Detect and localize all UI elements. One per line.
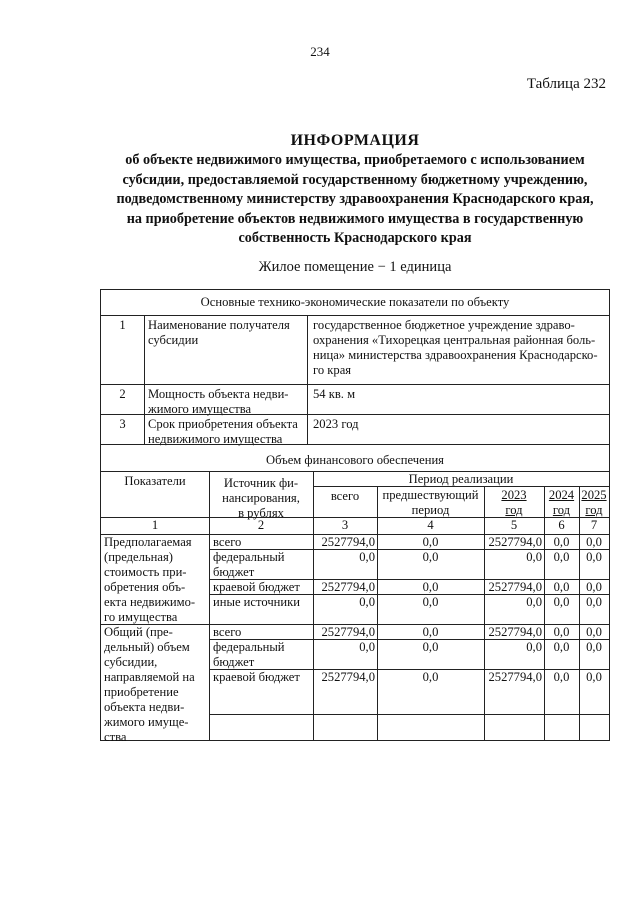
block-label-line: стоимость при- xyxy=(104,565,187,579)
tech-row-value-line: 2023 год xyxy=(313,417,359,431)
subtitle-line: подведомственному министерству здравоохранения Краснодарского края, xyxy=(116,191,594,207)
block-label-line: направляемой на xyxy=(104,670,195,684)
source-name xyxy=(213,535,313,550)
page-number: 234 xyxy=(310,44,330,59)
value-2024-line: 0,0 xyxy=(553,535,570,549)
table-label: Таблица 232 xyxy=(526,76,606,92)
tech-row-label-line: Мощность объекта недви- xyxy=(148,387,289,401)
value-2025-line: 0,0 xyxy=(586,550,602,564)
source-name-line: краевой бюджет xyxy=(213,580,300,594)
col-number xyxy=(544,518,579,533)
source-name xyxy=(213,670,313,685)
col-header-period-line: Период реализации xyxy=(408,472,514,486)
tech-row-label xyxy=(148,417,304,447)
tech-row-value-line: ница» министерства здравоохранения Краснодарско- xyxy=(313,348,598,362)
value-2023-line: 0,0 xyxy=(526,550,542,564)
col-number xyxy=(484,518,544,533)
source-name-line: бюджет xyxy=(213,565,255,579)
tech-row-value-line: охранения «Тихорецкая центральная районная боль- xyxy=(313,333,596,347)
col-header-source-line: в рублях xyxy=(238,506,284,520)
source-name-line: всего xyxy=(213,535,242,549)
block-label-line: обретения объ- xyxy=(104,580,186,594)
value-2023 xyxy=(485,580,542,595)
tech-row-value xyxy=(313,417,607,432)
table-rule xyxy=(544,486,545,740)
col-header-2023-line: год xyxy=(505,503,523,517)
block-label-line: го имущества xyxy=(104,610,178,624)
value-2025-line: 0,0 xyxy=(586,595,602,609)
source-name-line: бюджет xyxy=(213,655,255,669)
source-name xyxy=(213,550,313,580)
col-header-2025 xyxy=(579,488,609,518)
block-label-line: дельный) объем xyxy=(104,640,190,654)
value-previous xyxy=(377,670,484,685)
col-number xyxy=(101,518,209,533)
col-header-2024-line: год xyxy=(552,503,571,517)
block-label-line: ства xyxy=(104,730,127,744)
value-2024-line: 0,0 xyxy=(553,640,570,654)
value-2023-line: 2527794,0 xyxy=(488,670,542,684)
table-rule xyxy=(101,315,609,316)
value-2025 xyxy=(579,625,609,640)
block-label-line: субсидии, xyxy=(104,655,158,669)
document-title: ИНФОРМАЦИЯ xyxy=(290,132,420,149)
source-name xyxy=(213,625,313,640)
value-2023-line: 2527794,0 xyxy=(488,580,542,594)
block-label xyxy=(104,535,208,625)
tech-row-label-line: недвижимого имущества xyxy=(148,432,283,446)
value-total xyxy=(314,640,375,655)
col-number-line: 1 xyxy=(151,518,159,532)
source-name-line: иные источники xyxy=(213,595,300,609)
col-header-source-line: Источник фи- xyxy=(223,476,299,490)
col-number-line: 5 xyxy=(510,518,518,532)
col-number xyxy=(313,518,377,533)
value-2025-line: 0,0 xyxy=(586,670,602,684)
tech-row-number xyxy=(101,318,144,333)
finance-header-line: Объем финансового обеспечения xyxy=(266,453,444,467)
block-label-line: Предполагаемая xyxy=(104,535,192,549)
value-total xyxy=(314,580,375,595)
table-rule xyxy=(209,714,609,715)
value-2024 xyxy=(544,625,579,640)
source-name xyxy=(213,580,313,595)
subtitle-line: об объекте недвижимого имущества, приобретаемого с использованием xyxy=(125,152,585,168)
col-header-2024 xyxy=(544,488,579,518)
col-header-previous-line: предшествующий xyxy=(382,488,479,502)
value-2024-line: 0,0 xyxy=(553,550,570,564)
value-2025-line: 0,0 xyxy=(586,625,602,639)
col-header-total xyxy=(313,489,377,504)
subtitle-line: собственность Краснодарского края xyxy=(238,230,472,246)
value-2024 xyxy=(544,670,579,685)
finance-header xyxy=(101,453,609,468)
col-header-2024-line: 2024 xyxy=(548,488,575,502)
block-label-line: екта недвижимо- xyxy=(104,595,196,609)
col-number-line: 7 xyxy=(590,518,598,532)
block-label-line: жимого имуще- xyxy=(104,715,189,729)
value-total-line: 2527794,0 xyxy=(321,670,375,684)
table-rule xyxy=(209,471,210,740)
value-total xyxy=(314,625,375,640)
col-number xyxy=(579,518,609,533)
value-2023 xyxy=(485,535,542,550)
value-2023 xyxy=(485,625,542,640)
tech-row-value xyxy=(313,387,607,402)
col-number xyxy=(377,518,484,533)
value-2023 xyxy=(485,640,542,655)
value-previous-line: 0,0 xyxy=(422,670,439,684)
value-2024-line: 0,0 xyxy=(553,595,570,609)
col-header-previous-line: период xyxy=(411,503,450,517)
col-number-line: 6 xyxy=(558,518,565,532)
value-total-line: 0,0 xyxy=(359,640,375,654)
source-name xyxy=(213,640,313,670)
value-total-line: 0,0 xyxy=(359,595,375,609)
col-number-line: 2 xyxy=(257,518,265,532)
tech-row-value-line: го края xyxy=(313,363,352,377)
tech-row-number-line: 1 xyxy=(119,318,126,332)
value-previous xyxy=(377,580,484,595)
table-rule xyxy=(377,486,378,740)
value-2023 xyxy=(485,550,542,565)
value-2024-line: 0,0 xyxy=(553,580,570,594)
value-previous-line: 0,0 xyxy=(422,595,439,609)
table-rule xyxy=(307,315,308,444)
value-total-line: 0,0 xyxy=(359,550,375,564)
block-label-line: объекта недви- xyxy=(104,700,185,714)
block-label-line: приобретение xyxy=(104,685,179,699)
col-header-2025-line: год xyxy=(585,503,603,517)
value-previous-line: 0,0 xyxy=(422,550,439,564)
source-name-line: федеральный xyxy=(213,550,285,564)
block-label xyxy=(104,625,208,745)
value-2025-line: 0,0 xyxy=(586,580,602,594)
value-2025 xyxy=(579,580,609,595)
col-header-2023-line: 2023 xyxy=(501,488,527,502)
tech-row-number xyxy=(101,387,144,402)
col-header-previous xyxy=(377,488,484,518)
value-2024-line: 0,0 xyxy=(553,670,570,684)
value-2025 xyxy=(579,550,609,565)
col-number-line: 3 xyxy=(341,518,349,532)
table-rule xyxy=(579,486,580,740)
source-name-line: краевой бюджет xyxy=(213,670,300,684)
value-previous xyxy=(377,640,484,655)
subtitle-line: субсидии, предоставляемой государственному бюджетному учреждению, xyxy=(122,171,588,188)
value-previous xyxy=(377,595,484,610)
value-total-line: 2527794,0 xyxy=(321,535,375,549)
table-rule xyxy=(101,384,609,385)
tech-row-label-line: Срок приобретения объекта xyxy=(148,417,298,431)
value-2024 xyxy=(544,550,579,565)
value-total xyxy=(314,550,375,565)
tech-row-label-line: субсидии xyxy=(148,333,199,347)
tech-row-label-line: жимого имущества xyxy=(148,402,252,416)
col-header-2025-line: 2025 xyxy=(581,488,607,502)
value-2023-line: 2527794,0 xyxy=(488,625,542,639)
table-rule xyxy=(144,315,145,444)
value-2025 xyxy=(579,670,609,685)
value-2023-line: 0,0 xyxy=(526,595,542,609)
source-name-line: всего xyxy=(213,625,242,639)
value-2025 xyxy=(579,640,609,655)
source-name-line: федеральный xyxy=(213,640,285,654)
col-header-source-line: нансирования, xyxy=(222,491,300,505)
tech-row-value-line: государственное бюджетное учреждение здраво- xyxy=(313,318,575,332)
table-rule xyxy=(484,486,485,740)
value-2025 xyxy=(579,535,609,550)
tech-row-number-line: 2 xyxy=(119,387,126,401)
value-2024 xyxy=(544,595,579,610)
tech-row-value xyxy=(313,318,607,378)
value-previous-line: 0,0 xyxy=(422,625,439,639)
info-table xyxy=(100,289,610,744)
col-number-line: 4 xyxy=(427,518,434,532)
value-2024 xyxy=(544,535,579,550)
col-header-total-line: всего xyxy=(330,489,360,503)
table-rule xyxy=(313,486,609,487)
value-previous-line: 0,0 xyxy=(422,580,439,594)
value-2023-line: 2527794,0 xyxy=(488,535,542,549)
value-previous xyxy=(377,550,484,565)
value-total-line: 2527794,0 xyxy=(321,580,375,594)
value-previous-line: 0,0 xyxy=(422,535,439,549)
tech-row-label-line: Наименование получателя xyxy=(148,318,290,332)
value-2024-line: 0,0 xyxy=(553,625,570,639)
tech-row-label xyxy=(148,387,304,417)
value-previous xyxy=(377,625,484,640)
subtitle-line: на приобретение объектов недвижимого имущества в государственную xyxy=(126,210,584,227)
value-2025-line: 0,0 xyxy=(586,535,602,549)
value-2024 xyxy=(544,580,579,595)
value-2025 xyxy=(579,595,609,610)
table-rule xyxy=(101,444,609,445)
tech-row-number xyxy=(101,417,144,432)
value-previous xyxy=(377,535,484,550)
value-total-line: 2527794,0 xyxy=(321,625,375,639)
col-number xyxy=(209,518,313,533)
col-header-source xyxy=(209,476,313,521)
tech-row-number-line: 3 xyxy=(119,417,126,431)
col-header-period xyxy=(313,472,609,487)
document-subtitle xyxy=(98,151,612,249)
value-total xyxy=(314,595,375,610)
block-label-line: Общий (пре- xyxy=(104,625,173,639)
table-rule xyxy=(101,414,609,415)
tech-header xyxy=(101,295,609,310)
value-2025-line: 0,0 xyxy=(586,640,602,654)
value-2023-line: 0,0 xyxy=(526,640,542,654)
tech-row-label xyxy=(148,318,304,348)
tech-row-value-line: 54 кв. м xyxy=(313,387,356,401)
value-2023 xyxy=(485,595,542,610)
object-unit-line: Жилое помещение − 1 единица xyxy=(258,259,452,275)
value-2023 xyxy=(485,670,542,685)
value-previous-line: 0,0 xyxy=(422,640,439,654)
tech-header-line: Основные технико-экономические показатели по объекту xyxy=(200,295,510,309)
value-total xyxy=(314,670,375,685)
value-2024 xyxy=(544,640,579,655)
block-label-line: (предельная) xyxy=(104,550,173,564)
col-header-indicators-line: Показатели xyxy=(124,474,186,488)
value-total xyxy=(314,535,375,550)
source-name xyxy=(213,595,313,610)
col-header-2023 xyxy=(484,488,544,518)
col-header-indicators xyxy=(101,474,209,489)
